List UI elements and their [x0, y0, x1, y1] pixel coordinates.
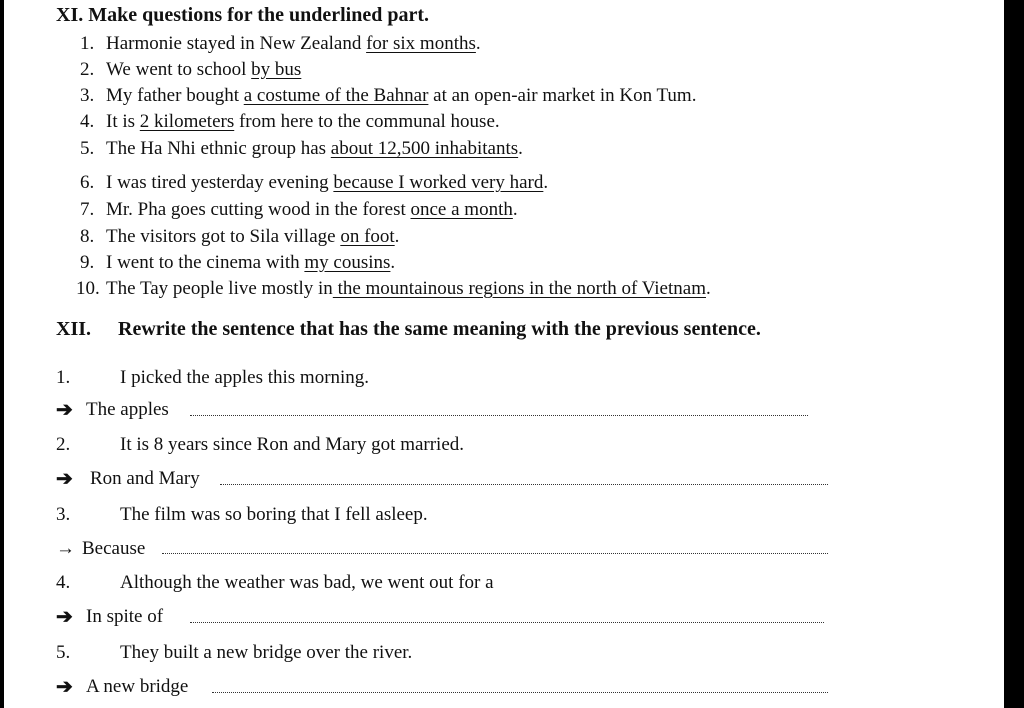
arrow-icon: ➔ — [56, 606, 73, 628]
rewrite-prompt: Ron and Mary — [90, 468, 200, 489]
xii-item-sentence: Although the weather was bad, we went out for a — [120, 572, 494, 593]
arrow-icon: ➔ — [56, 399, 73, 421]
rewrite-prompt: The apples — [86, 399, 169, 420]
xi-item — [106, 33, 481, 55]
rewrite-prompt: A new bridge — [86, 676, 189, 697]
xi-item — [106, 226, 399, 248]
xi-item-number: 7. — [80, 199, 95, 220]
xi-item-number: 10. — [76, 278, 100, 299]
xi-item-number: 8. — [80, 226, 95, 247]
xii-item-number: 3. — [56, 504, 71, 525]
arrow-icon: ➔ — [56, 676, 73, 698]
xi-item-text: I went to the cinema with — [106, 252, 305, 273]
xi-item-number: 9. — [80, 252, 95, 273]
xi-item-text: Mr. Pha goes cutting wood in the forest — [106, 199, 411, 220]
xi-item-underlined-part: 2 kilometers — [139, 111, 235, 132]
xi-item-text-end: at an open-air market in Kon Tum. — [428, 85, 697, 106]
xi-item-number: 5. — [80, 138, 95, 159]
section-xi-title: XI. Make questions for the underlined part. — [56, 4, 429, 26]
xi-item-text: The Ha Nhi ethnic group has — [106, 138, 331, 159]
xii-item-number: 5. — [56, 642, 71, 663]
xi-item-text: The Tay people live mostly in — [106, 278, 333, 299]
xi-item-text: My father bought — [106, 85, 244, 106]
xii-item-sentence: It is 8 years since Ron and Mary got married. — [120, 434, 465, 455]
answer-line[interactable] — [190, 415, 808, 416]
rewrite-prompt: In spite of — [86, 606, 164, 627]
xi-item-text-end: . — [518, 138, 523, 159]
xi-item-text: Harmonie stayed in New Zealand — [106, 33, 367, 54]
xi-item-underlined-part: once a month — [410, 199, 513, 220]
xi-item-text-end: . — [705, 278, 711, 299]
arrow-icon: ➔ — [56, 468, 73, 490]
answer-line[interactable] — [220, 484, 828, 485]
xi-item-number: 1. — [80, 33, 95, 54]
xi-item-underlined-part: on foot — [340, 226, 395, 247]
xi-item-text: I was tired yesterday evening — [106, 172, 334, 193]
xi-item — [106, 278, 711, 300]
xi-item-underlined-part: my cousins — [304, 252, 391, 273]
xi-item — [106, 199, 518, 221]
section-xii-number: XII. — [56, 318, 92, 340]
xii-item-sentence: They built a new bridge over the river. — [120, 642, 413, 663]
answer-line[interactable] — [162, 553, 828, 554]
xi-item-underlined-part: the mountainous regions in the north of Vietnam — [332, 278, 706, 299]
xi-item — [106, 172, 548, 194]
xi-item — [106, 85, 696, 107]
xii-item-sentence: The film was so boring that I fell asleep. — [120, 504, 428, 525]
xi-item-underlined-part: because I worked very hard — [333, 172, 544, 193]
xi-item-underlined-part: a costume of the Bahnar — [243, 85, 429, 106]
right-border — [1004, 0, 1024, 708]
xii-item-sentence: I picked the apples this morning. — [120, 367, 370, 388]
answer-line[interactable] — [212, 692, 828, 693]
xi-item-text: The visitors got to Sila village — [106, 226, 341, 247]
rewrite-prompt: Because — [82, 538, 146, 559]
xi-item-text: We went to school — [106, 59, 252, 80]
xi-item — [106, 138, 523, 160]
xi-item-text-end: . — [475, 33, 481, 54]
xi-item-text-end: . — [394, 226, 400, 247]
xi-item-number: 4. — [80, 111, 95, 132]
answer-line[interactable] — [190, 622, 824, 623]
xi-item-underlined-part: for six months — [366, 33, 476, 54]
xi-item-number: 3. — [80, 85, 95, 106]
xi-item — [106, 111, 500, 133]
section-xii-title: Rewrite the sentence that has the same meaning with the previous sentence. — [118, 318, 761, 340]
xi-item — [106, 252, 395, 274]
xi-item-text-end: . — [543, 172, 549, 193]
xi-item-underlined-part: about 12,500 inhabitants — [330, 138, 519, 159]
xi-item-number: 6. — [80, 172, 95, 193]
xi-item-text-end: . — [390, 252, 396, 273]
xi-item-underlined-part: by bus — [251, 59, 302, 80]
xi-item-number: 2. — [80, 59, 95, 80]
xi-item-text-end: from here to the communal house. — [234, 111, 500, 132]
worksheet-page — [4, 0, 1004, 708]
arrow-icon: → — [56, 538, 75, 559]
xi-item — [106, 59, 301, 81]
xii-item-number: 4. — [56, 572, 71, 593]
xii-item-number: 2. — [56, 434, 71, 455]
xii-item-number: 1. — [56, 367, 71, 388]
xi-item-text: It is — [106, 111, 140, 132]
xi-item-text-end: . — [512, 199, 518, 220]
